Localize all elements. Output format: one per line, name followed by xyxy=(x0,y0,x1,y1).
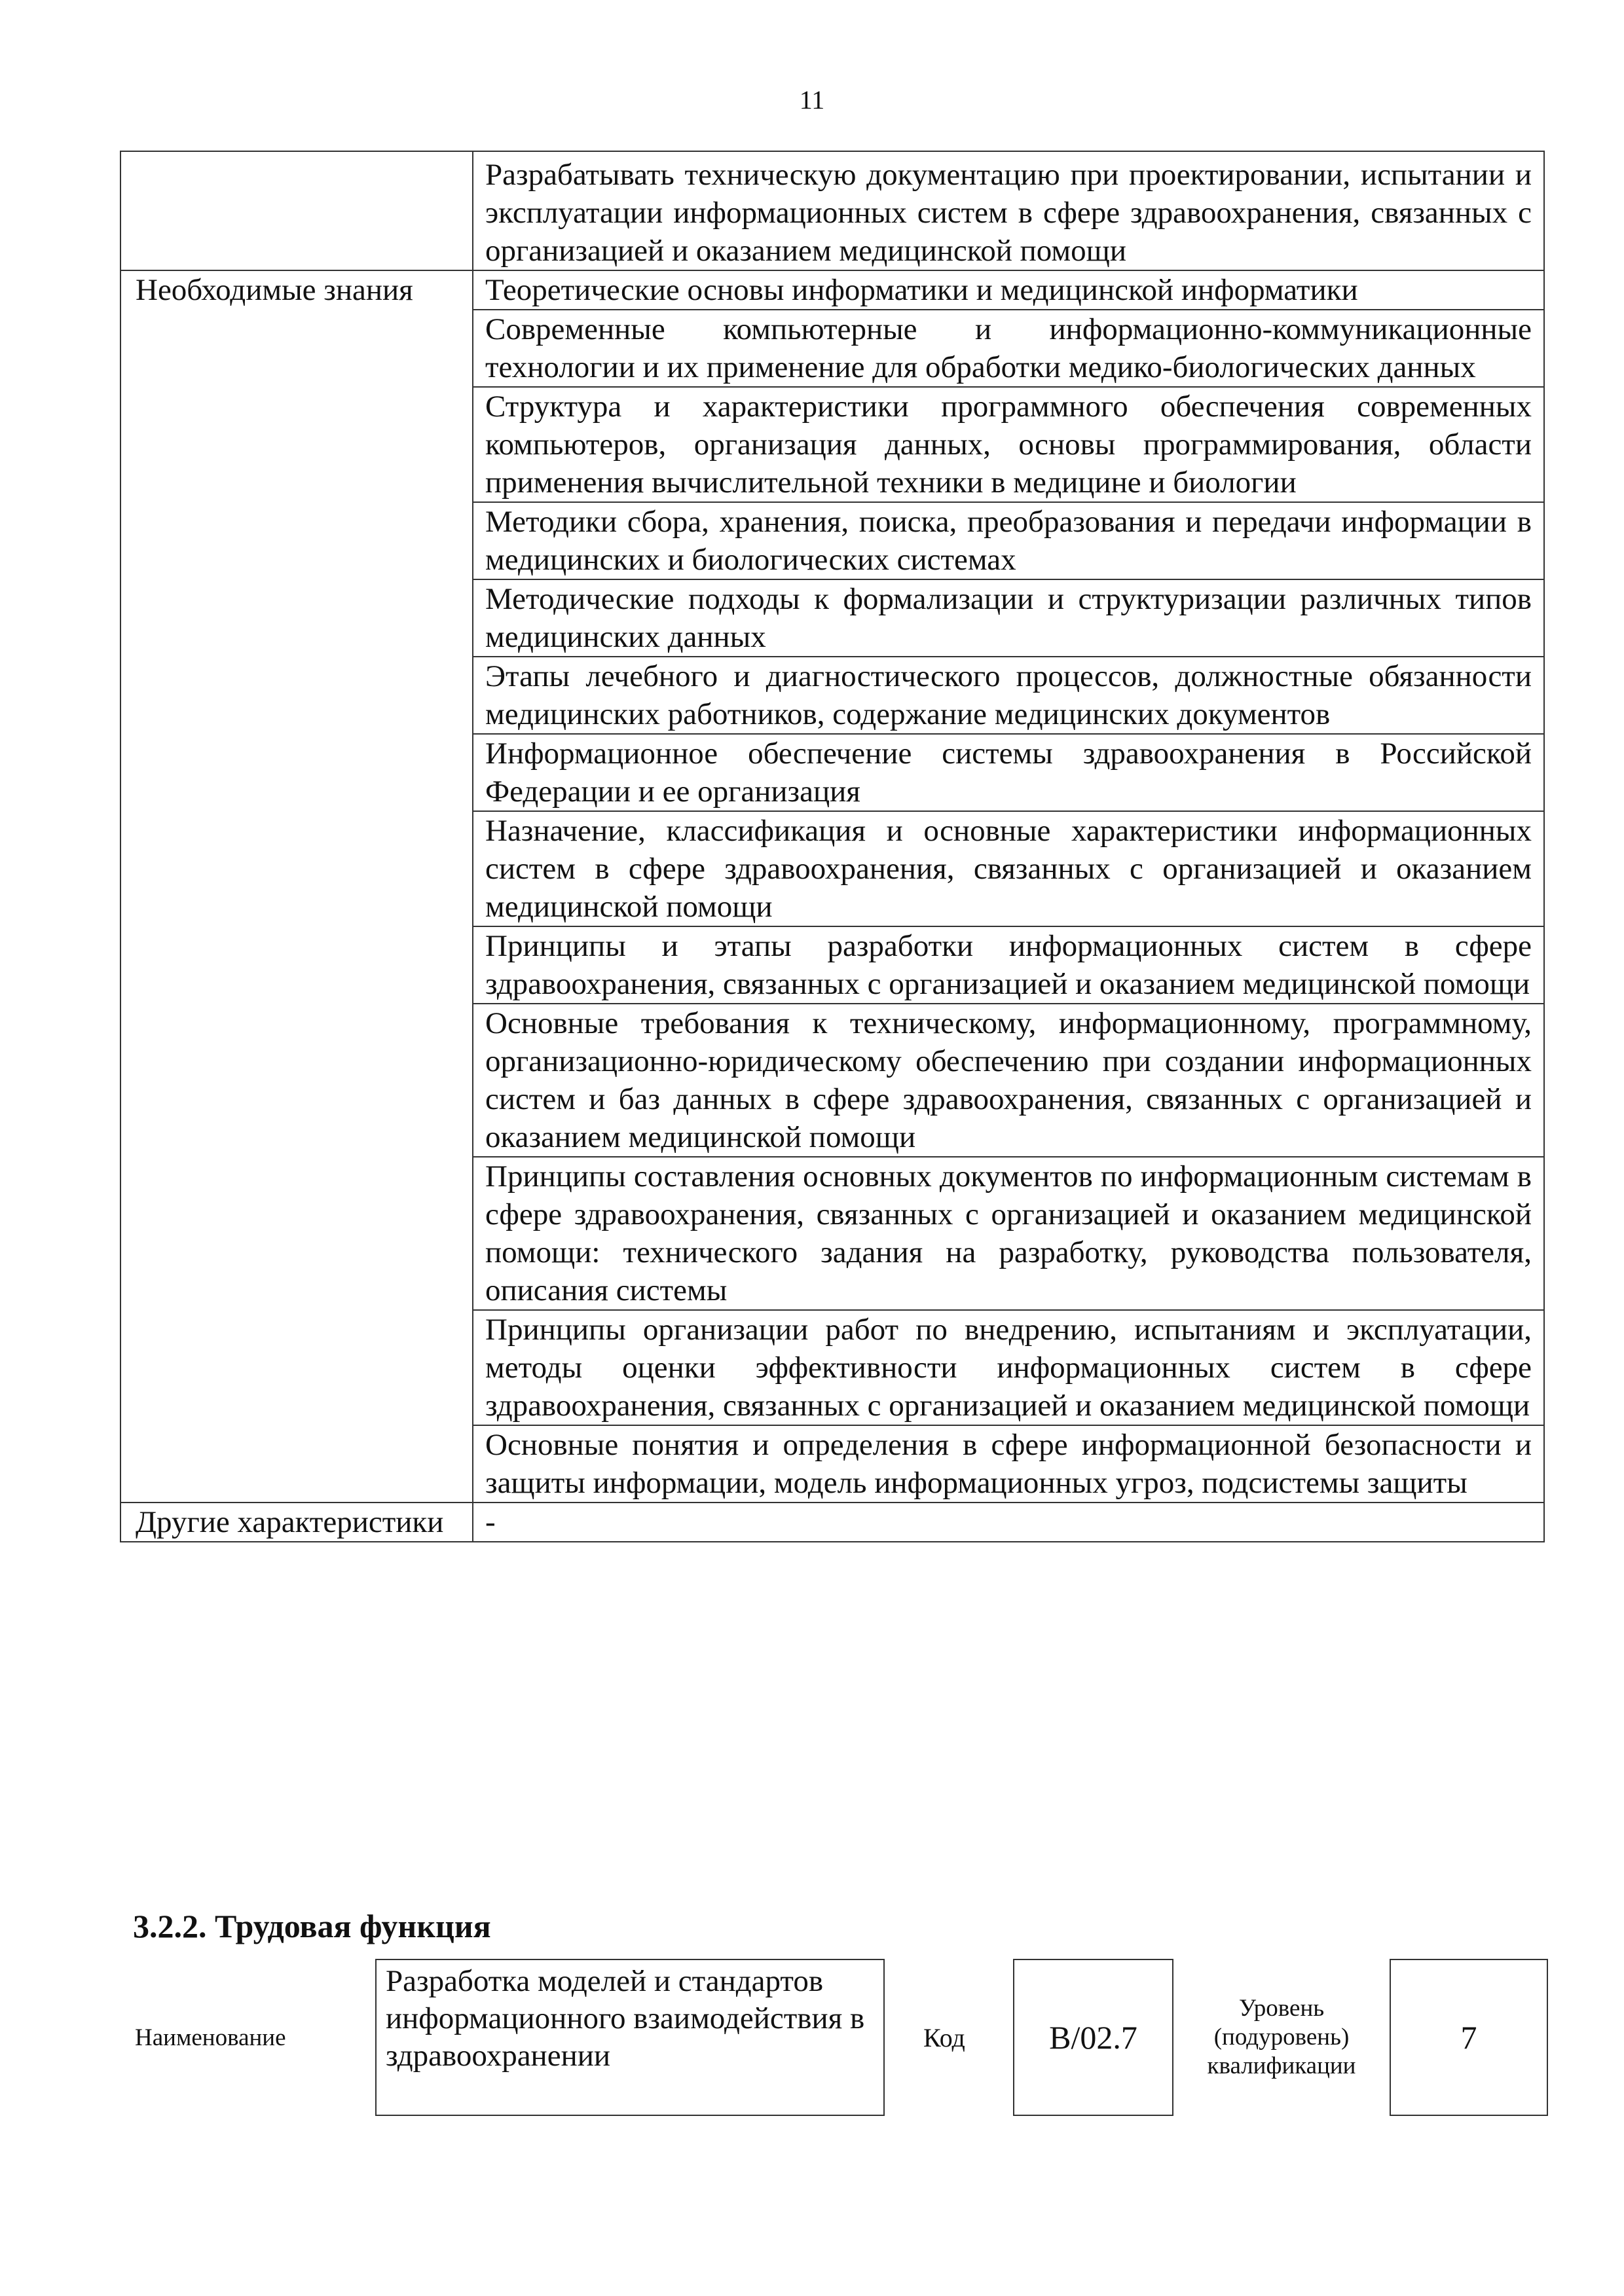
name-label: Наименование xyxy=(135,2024,286,2051)
level-label: Уровень (подуровень) квалификации xyxy=(1207,1995,1356,2079)
knowledge-item: Структура и характеристики программного обеспечения современных компьютеров, организация данных, основы программирования, области применения вычислительной техники в медицине и биологии xyxy=(473,387,1544,502)
code-label: Код xyxy=(923,2022,965,2052)
knowledge-item: Основные требования к техническому, информационному, программному, организационно-юридическому обеспечению при создании информационных систем и баз данных в сфере здравоохранения, связанных с организацией и оказанием медицинской помощи xyxy=(473,1004,1544,1157)
knowledge-item: Методические подходы к формализации и структуризации различных типов медицинских данных xyxy=(473,579,1544,657)
knowledge-item: Принципы и этапы разработки информационных систем в сфере здравоохранения, связанных с организацией и оказанием медицинской помощи xyxy=(473,926,1544,1004)
knowledge-item: Методики сбора, хранения, поиска, преобразования и передачи информации в медицинских и биологических системах xyxy=(473,502,1544,579)
knowledge-item: Современные компьютерные и информационно-коммуникационные технологии и их применение для обработки медико-биологических данных xyxy=(473,310,1544,387)
knowledge-item: Основные понятия и определения в сфере информационной безопасности и защиты информации, модель информационных угроз, подсистемы защиты xyxy=(473,1425,1544,1503)
labor-function-row xyxy=(0,1959,1624,2116)
empty-label-cell xyxy=(120,151,473,270)
table-row xyxy=(120,270,1544,310)
knowledge-label-cell: Необходимые знания xyxy=(120,270,473,1503)
knowledge-item: Принципы составления основных документов по информационным системам в сфере здравоохранения, связанных с организацией и оказанием медицинской помощи: технического задания на разработку, руководства пользователя, описания системы xyxy=(473,1157,1544,1310)
other-characteristics-label: Другие характеристики xyxy=(120,1503,473,1542)
table-row xyxy=(120,1503,1544,1542)
skill-cell xyxy=(473,151,1544,270)
table-row xyxy=(120,151,1544,270)
knowledge-item: Теоретические основы информатики и медицинской информатики xyxy=(473,270,1544,310)
knowledge-item: Назначение, классификация и основные характеристики информационных систем в сфере здравоохранения, связанных с организацией и оказанием медицинской помощи xyxy=(473,811,1544,926)
function-name-box: Разработка моделей и стандартов информационного взаимодействия в здравоохранении xyxy=(375,1959,885,2116)
other-characteristics-value: - xyxy=(473,1503,1544,1542)
section-title: 3.2.2. Трудовая функция xyxy=(133,1908,491,1944)
skill-text: Разрабатывать техническую документацию при проектировании, испытании и эксплуатации информационных систем в сфере здравоохранения, связанных с организацией и оказанием медицинской помощи xyxy=(485,158,1532,268)
knowledge-item: Принципы организации работ по внедрению, испытаниям и эксплуатации, методы оценки эффективности информационных систем в сфере здравоохранения, связанных с организацией и оказанием медицинской помощи xyxy=(473,1310,1544,1425)
page-number: 11 xyxy=(799,85,825,115)
level-box: 7 xyxy=(1390,1959,1548,2116)
knowledge-item: Информационное обеспечение системы здравоохранения в Российской Федерации и ее организация xyxy=(473,734,1544,811)
knowledge-table xyxy=(120,151,1545,1542)
knowledge-item: Этапы лечебного и диагностического процессов, должностные обязанности медицинских работников, содержание медицинских документов xyxy=(473,657,1544,734)
code-box: B/02.7 xyxy=(1013,1959,1173,2116)
